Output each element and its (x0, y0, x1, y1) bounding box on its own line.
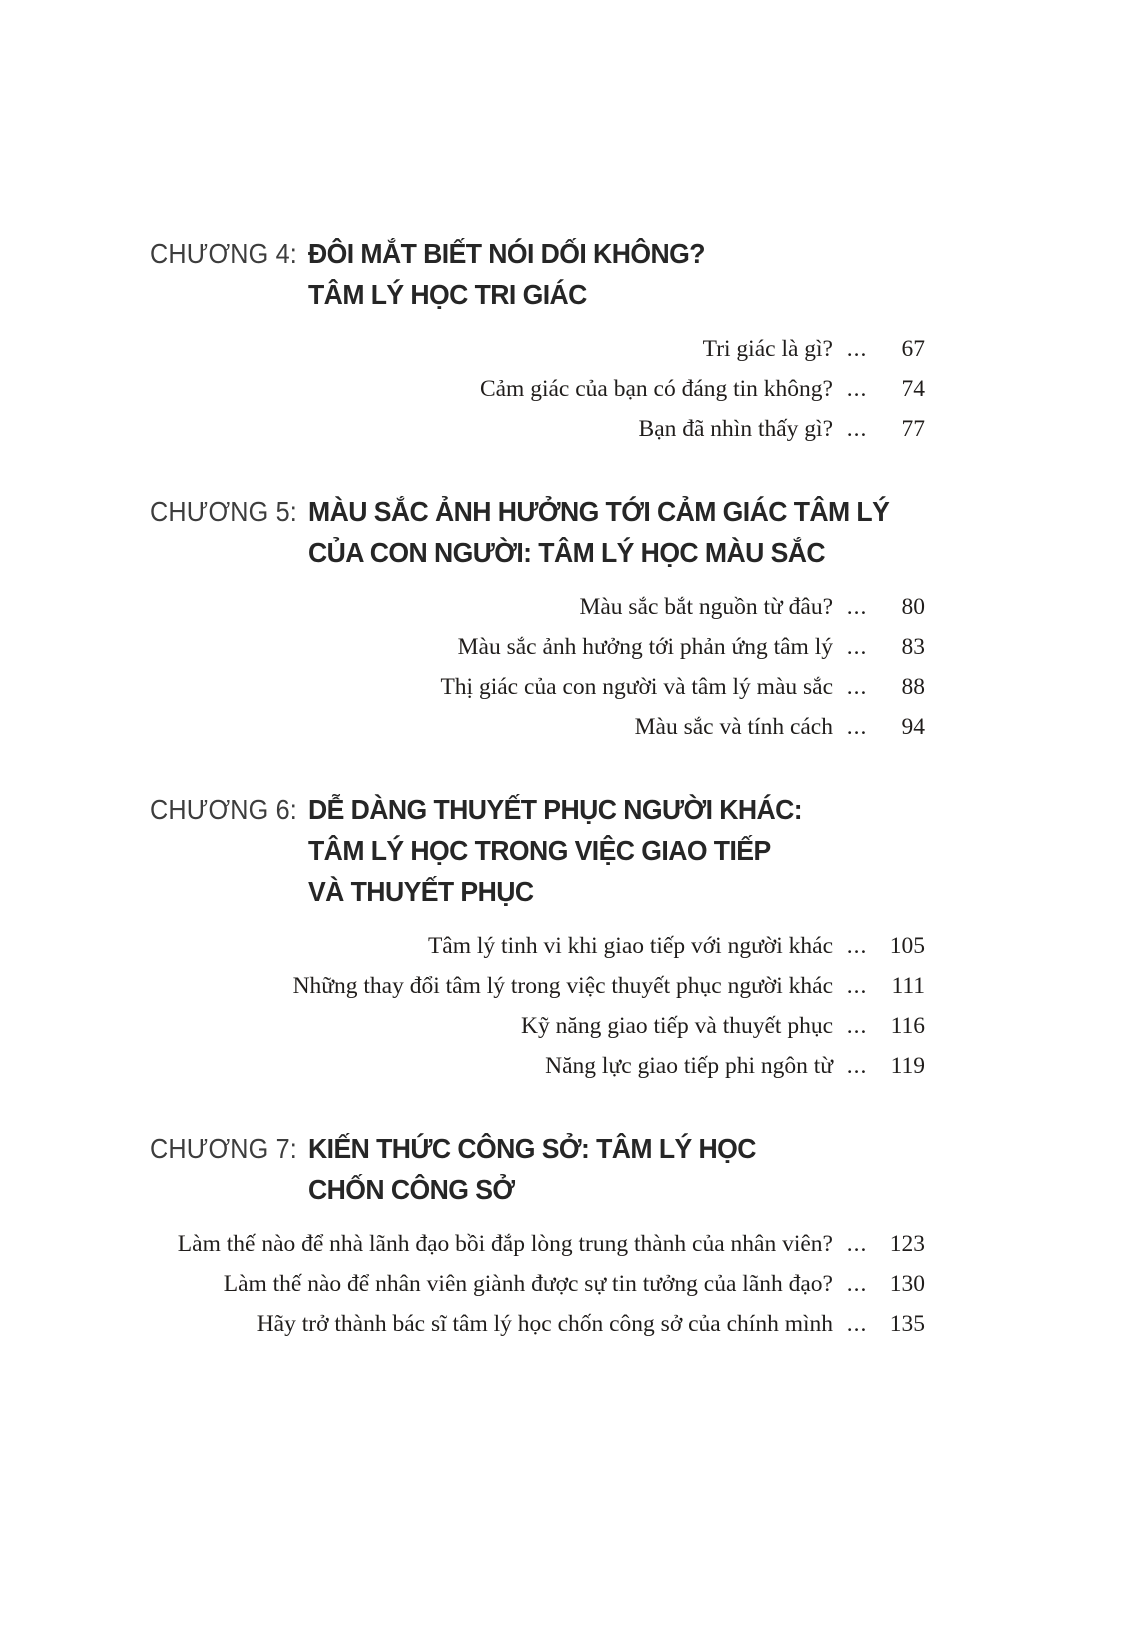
entry-dot-leader: ... (846, 376, 868, 402)
entry-dot-leader: ... (846, 594, 868, 620)
entry-page-number: 135 (889, 1311, 925, 1337)
toc-entry (128, 667, 925, 707)
toc-chapter (128, 789, 925, 1086)
chapter-title-line: TÂM LÝ HỌC TRI GIÁC (308, 279, 587, 310)
entry-dot-leader: ... (846, 336, 868, 362)
entry-page-number: 88 (901, 674, 925, 700)
chapter-label-column (150, 1128, 308, 1174)
chapter-title-line: TÂM LÝ HỌC TRONG VIỆC GIAO TIẾP (308, 835, 771, 866)
entry-title: Làm thế nào để nhà lãnh đạo bồi đắp lòng trung thành của nhân viên? (177, 1231, 833, 1257)
chapter-title (308, 491, 925, 573)
toc-entry (128, 1304, 925, 1344)
entry-page-number: 67 (901, 336, 925, 362)
chapter-number-label: CHƯƠNG 5: (150, 496, 297, 527)
toc-entry (128, 966, 925, 1006)
toc-entry (128, 409, 925, 449)
entry-dot-leader: ... (846, 1231, 868, 1257)
chapter-head (128, 233, 925, 315)
chapter-label-column (150, 491, 308, 537)
entry-dot-leader: ... (846, 1271, 868, 1297)
chapter-entries (128, 1224, 925, 1344)
toc-entry (128, 329, 925, 369)
chapter-label-column (150, 789, 308, 835)
entry-dot-leader: ... (846, 634, 868, 660)
chapter-head (128, 789, 925, 912)
toc-entry (128, 1006, 925, 1046)
entry-page-number: 105 (889, 933, 925, 959)
entry-title: Cảm giác của bạn có đáng tin không? (479, 376, 833, 402)
toc-chapter (128, 491, 925, 747)
chapter-title-line: ĐÔI MẮT BIẾT NÓI DỐI KHÔNG? (308, 238, 705, 269)
entry-dot-leader: ... (846, 714, 868, 740)
entry-title: Năng lực giao tiếp phi ngôn từ (545, 1053, 833, 1079)
toc-entry (128, 1046, 925, 1086)
toc-entry (128, 926, 925, 966)
chapter-entries (128, 926, 925, 1086)
entry-page-number: 77 (901, 416, 925, 442)
chapter-title-line: VÀ THUYẾT PHỤC (308, 876, 534, 907)
chapter-title (308, 789, 925, 912)
entry-page-number: 94 (901, 714, 925, 740)
toc-entry (128, 587, 925, 627)
entry-title: Tâm lý tinh vi khi giao tiếp với người khác (427, 933, 833, 959)
entry-title: Thị giác của con người và tâm lý màu sắc (440, 674, 833, 700)
chapter-title-line: CHỐN CÔNG SỞ (308, 1174, 515, 1205)
entry-page-number: 116 (890, 1013, 925, 1039)
entry-page-number: 130 (889, 1271, 925, 1297)
entry-page-number: 119 (890, 1053, 925, 1079)
entry-page-number: 123 (889, 1231, 925, 1257)
entry-title: Kỹ năng giao tiếp và thuyết phục (521, 1013, 833, 1039)
entry-dot-leader: ... (846, 1053, 868, 1079)
entry-dot-leader: ... (846, 674, 868, 700)
entry-title: Những thay đổi tâm lý trong việc thuyết phục người khác (292, 973, 833, 999)
chapter-number-label: CHƯƠNG 6: (150, 794, 297, 825)
entry-title: Bạn đã nhìn thấy gì? (638, 416, 833, 442)
chapter-label-column (150, 233, 308, 279)
entry-page-number: 74 (901, 376, 925, 402)
chapter-number-label: CHƯƠNG 4: (150, 238, 297, 269)
toc-entry (128, 1224, 925, 1264)
toc-chapter-list (128, 233, 925, 1344)
entry-page-number: 83 (901, 634, 925, 660)
entry-dot-leader: ... (846, 1311, 868, 1337)
toc-chapter (128, 1128, 925, 1344)
entry-page-number: 111 (891, 973, 925, 999)
entry-dot-leader: ... (846, 1013, 868, 1039)
chapter-title-line: CỦA CON NGƯỜI: TÂM LÝ HỌC MÀU SẮC (308, 537, 826, 568)
toc-entry (128, 1264, 925, 1304)
chapter-number-label: CHƯƠNG 7: (150, 1133, 297, 1164)
toc-entry (128, 707, 925, 747)
entry-title: Màu sắc bắt nguồn từ đâu? (579, 594, 833, 620)
chapter-entries (128, 587, 925, 747)
chapter-title-line: DỄ DÀNG THUYẾT PHỤC NGƯỜI KHÁC: (308, 794, 803, 825)
toc-content (128, 233, 925, 1344)
entry-page-number: 80 (901, 594, 925, 620)
chapter-title (308, 233, 925, 315)
toc-entry (128, 369, 925, 409)
entry-title: Hãy trở thành bác sĩ tâm lý học chốn công sở của chính mình (256, 1311, 833, 1337)
toc-chapter (128, 233, 925, 449)
chapter-title (308, 1128, 925, 1210)
chapter-head (128, 491, 925, 573)
chapter-head (128, 1128, 925, 1210)
entry-title: Màu sắc và tính cách (634, 714, 833, 740)
entry-title: Tri giác là gì? (702, 336, 833, 362)
entry-dot-leader: ... (846, 416, 868, 442)
entry-dot-leader: ... (846, 973, 868, 999)
chapter-title-line: MÀU SẮC ẢNH HƯỞNG TỚI CẢM GIÁC TÂM LÝ (308, 496, 890, 527)
entry-title: Màu sắc ảnh hưởng tới phản ứng tâm lý (457, 634, 833, 660)
chapter-title-line: KIẾN THỨC CÔNG SỞ: TÂM LÝ HỌC (308, 1133, 756, 1164)
toc-entry (128, 627, 925, 667)
entry-title: Làm thế nào để nhân viên giành được sự tin tưởng của lãnh đạo? (223, 1271, 833, 1297)
chapter-entries (128, 329, 925, 449)
entry-dot-leader: ... (846, 933, 868, 959)
